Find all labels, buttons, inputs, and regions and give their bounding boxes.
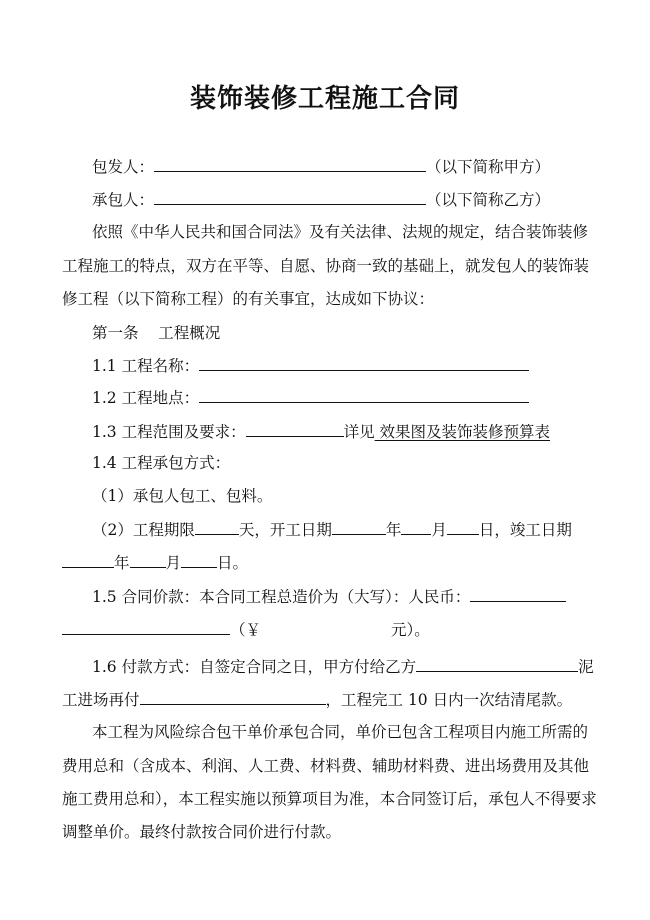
item-1-3-label: 1.3 工程范围及要求： (92, 423, 246, 441)
item-1-5-line-2 (62, 619, 430, 640)
start-day-field[interactable] (447, 519, 479, 535)
start-month-field[interactable] (401, 519, 431, 535)
intro-line-2: 工程施工的特点，双方在平等、自愿、协商一致的基础上，就发包人的装饰装 (62, 257, 590, 275)
term-prefix: （2）工程期限 (92, 521, 195, 539)
item-1-3-line (92, 421, 550, 442)
start-month-text: 月 (431, 521, 447, 539)
item-1-4-label: 1.4 工程承包方式： (92, 454, 231, 472)
item-1-6-line2-suffix: ，工程完工 10 日内一次结清尾款。 (325, 691, 573, 709)
party-a-label: 包发人： (92, 158, 155, 176)
project-scope-field[interactable] (246, 421, 344, 437)
end-day-text: 日。 (217, 554, 249, 572)
second-payment-field[interactable] (140, 689, 326, 705)
item-1-6-line2-prefix: 工进场再付 (62, 691, 140, 709)
end-date-text: 日，竣工日期 (478, 521, 572, 539)
party-b-label: 承包人： (92, 191, 155, 209)
closing-line-4: 调整单价。最终付款按合同价进行付款。 (62, 823, 342, 841)
term-days-field[interactable] (195, 519, 239, 535)
end-month-field[interactable] (130, 552, 166, 568)
first-payment-field[interactable] (416, 656, 578, 672)
closing-line-3: 施工费用总和），本工程实施以预算项目为准，本合同签订后，承包人不得要求 (62, 790, 597, 808)
price-yuan-close: 元）。 (391, 621, 430, 639)
closing-line-1: 本工程为风险综合包干单价承包合同，单价已包含工程项目内施工所需的 (92, 723, 589, 741)
item-1-6-line-2 (62, 689, 572, 710)
item-1-5-line-1 (92, 586, 566, 607)
intro-line-1: 依照《中华人民共和国合同法》及有关法律、法规的规定，结合装饰装修 (92, 223, 589, 241)
end-year-field[interactable] (62, 552, 114, 568)
end-month-text: 月 (165, 554, 182, 572)
party-b-suffix: （以下简称乙方） (426, 191, 551, 209)
term-day-text: 天，开工日期 (238, 521, 332, 539)
party-a-line (92, 156, 550, 177)
price-words-field-2[interactable] (62, 619, 230, 635)
party-b-line (92, 189, 550, 210)
project-name-field[interactable] (199, 355, 529, 371)
item-1-1-label: 1.1 工程名称： (92, 357, 200, 375)
item-1-3-detail-prefix: 详见 (343, 423, 375, 441)
item-1-2-label: 1.2 工程地点： (92, 389, 200, 407)
price-words-field-1[interactable] (470, 586, 566, 602)
page-title: 装饰装修工程施工合同 (189, 84, 460, 114)
party-b-field[interactable] (154, 189, 426, 205)
start-year-text: 年 (385, 521, 402, 539)
item-1-5-label: 1.5 合同价款：本合同工程总造价为（大写）：人民币： (92, 588, 471, 606)
article-1-heading (92, 323, 220, 343)
item-1-4-2-line-2 (62, 552, 248, 573)
item-1-2-line (92, 387, 529, 408)
item-1-1-line (92, 355, 529, 376)
start-year-field[interactable] (332, 519, 386, 535)
project-location-field[interactable] (199, 387, 529, 403)
item-1-6-ni: 泥 (578, 658, 594, 676)
party-a-field[interactable] (154, 156, 426, 172)
end-year-text: 年 (114, 554, 130, 572)
item-1-4-2-line-1 (92, 519, 572, 540)
item-1-4-1: （1）承包人包工、包料。 (92, 487, 273, 505)
item-1-6-line-1 (92, 656, 594, 677)
end-day-field[interactable] (181, 552, 217, 568)
party-a-suffix: （以下简称甲方） (426, 158, 551, 176)
price-yen-open: （￥ (230, 621, 262, 639)
closing-line-2: 费用总和（含成本、利润、人工费、材料费、辅助材料费、进出场费用及其他 (62, 757, 590, 775)
article-1-title: 工程概况 (158, 324, 221, 342)
item-1-3-detail: 效果图及装饰装修预算表 (374, 423, 551, 441)
item-1-6-label: 1.6 付款方式：自签定合同之日，甲方付给乙方 (92, 658, 417, 676)
intro-line-3: 修工程（以下简称工程）的有关事宜，达成如下协议： (62, 290, 435, 308)
article-1-number: 第一条 (92, 324, 139, 342)
